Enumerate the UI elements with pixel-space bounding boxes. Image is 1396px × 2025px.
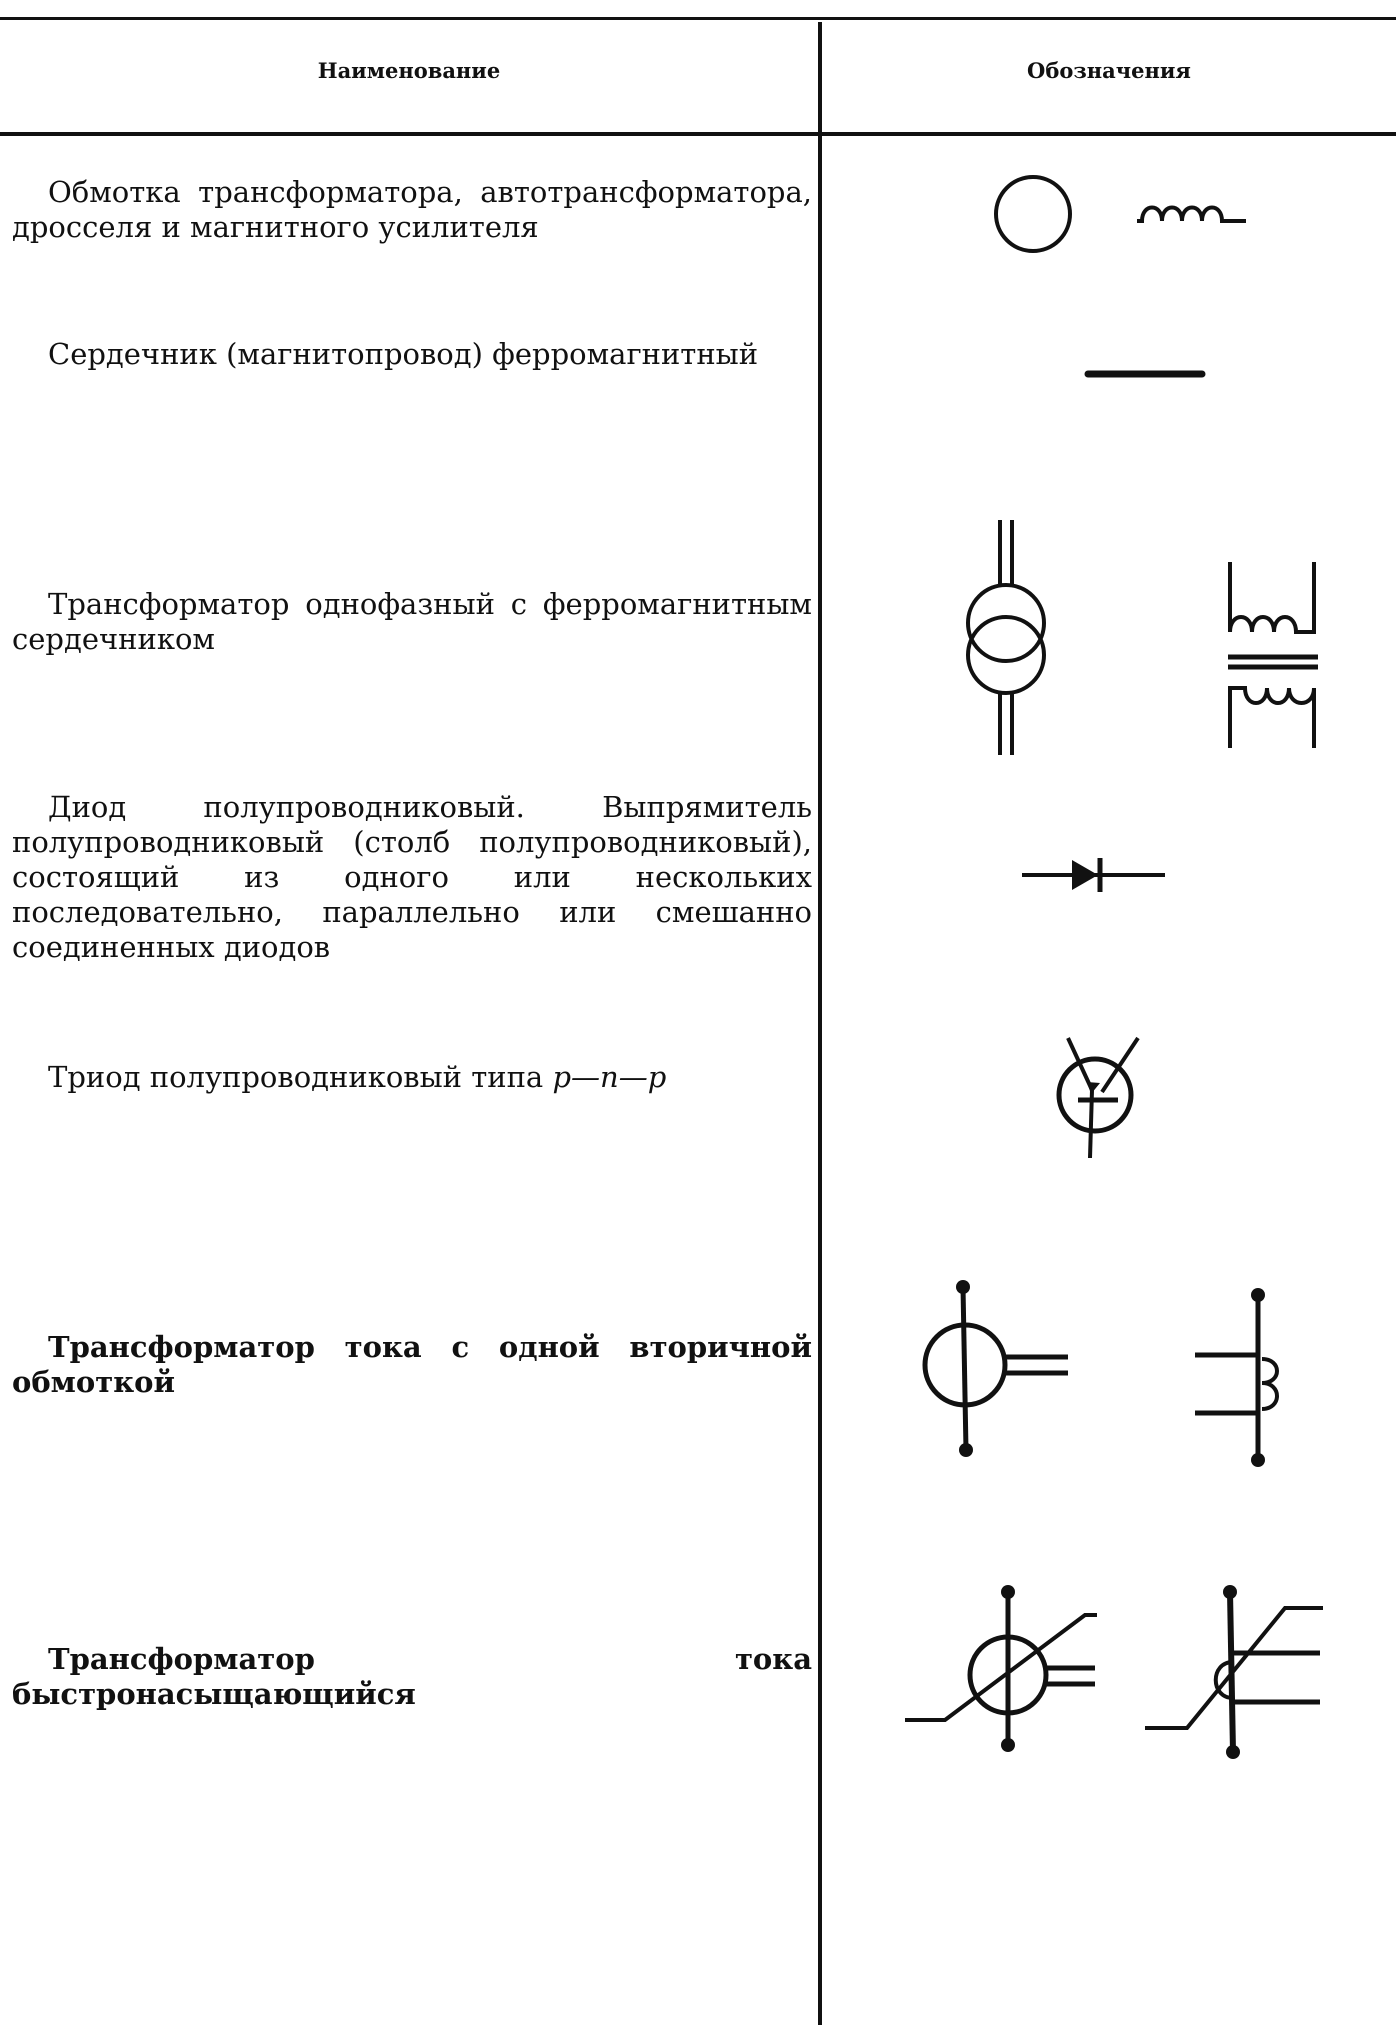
header-designation: Обозначения — [1027, 58, 1191, 83]
row-name-diode: Диод полупроводниковый. Выпрямитель полупроводниковый (столб полупроводниковый), состоящий из одного или нескольких последовательно, параллельно или смешанно соединенных диодов — [12, 790, 812, 964]
saturating-current-transformer-symbol — [905, 1580, 1345, 1794]
ferromagnetic-core-symbol — [1080, 360, 1220, 394]
table-header-rule — [0, 132, 1396, 136]
table-column-divider — [818, 22, 822, 2025]
pnp-transistor-symbol — [1040, 1030, 1180, 1174]
row-name-saturating-transformer: Трансформатор тока быстронасыщающийся — [12, 1642, 812, 1711]
row-name-transformer: Трансформатор однофазный с ферромагнитным сердечником — [12, 587, 812, 656]
table-top-rule — [0, 17, 1396, 20]
pnp-type-label: p—n—p — [552, 1060, 667, 1094]
single-phase-transformer-symbol — [940, 520, 1340, 764]
row-name-winding: Обмотка трансформатора, автотрансформатора, дросселя и магнитного усилителя — [12, 175, 812, 244]
diode-symbol — [1020, 850, 1180, 904]
current-transformer-symbol — [910, 1275, 1310, 1489]
winding-symbol — [980, 170, 1260, 264]
row-name-core: Сердечник (магнитопровод) ферромагнитный — [48, 337, 759, 371]
row-name-transistor: Триод полупроводниковый типа p—n—p — [48, 1060, 667, 1094]
header-name: Наименование — [317, 58, 501, 83]
row-name-current-transformer: Трансформатор тока с одной вторичной обмоткой — [12, 1330, 812, 1399]
